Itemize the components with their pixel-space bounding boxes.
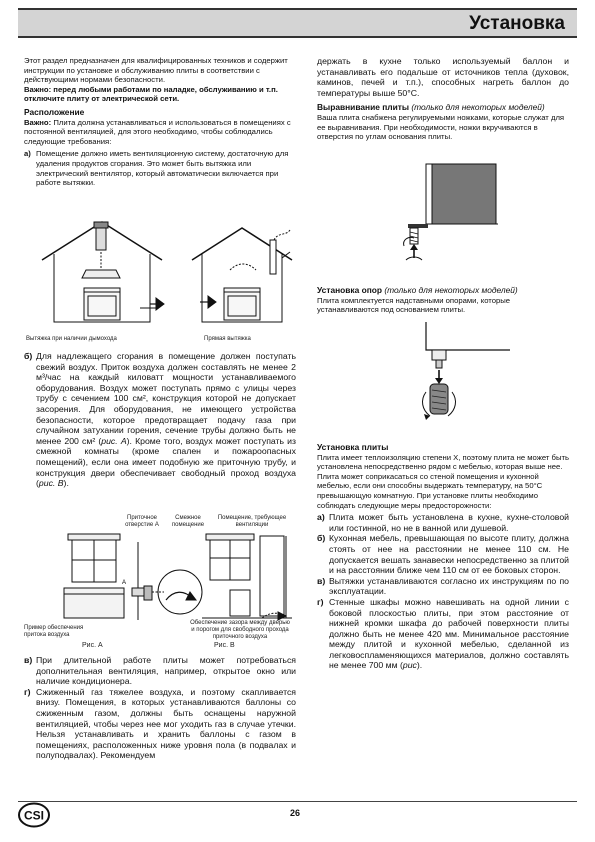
page-title: Установка xyxy=(469,13,565,34)
item-d-text-1: Стенные шкафы можно навешивать на одной линии с боковой плоскостью плиты, при этом расстояние от нижней кромки шкафа до рабочей поверхности плиты должно быть не менее 420 мм. Минимальное расстояние между плитой и кухонной мебелью, сделанной из легковоспламеняющихся материалов, должно составлять не менее 700 мм ( xyxy=(329,596,569,671)
installation-text: Плита имеет теплоизоляцию степени X, поэтому плита не может быть установлена непосредственно рядом с мебелью, которая выше нее. Плита может соприкасаться со стеной помещения и кухонной мебелью, если они способны выдержать температуру, на 50°С превышающую комнатную. При установке плиты необходимо соблюдать следующие меры предосторожности: xyxy=(317,452,570,510)
item-text: Сжиженный газ тяжелее воздуха, и поэтому скапливается внизу. Помещения, в которых устанавливаются баллоны со сжиженным газом, должны быть оснащены наружной вентиляцией, чтобы через нее мог уходить газ в случае утечки. Нельзя устанавливать и хранить баллоны с газом в помещениях, расположенных ниже уровня пола (в подвалах и полуподвалах). Рекомендуем xyxy=(36,686,296,761)
placement-important xyxy=(24,118,296,147)
item-b-text-1: Для надлежащего сгорания в помещение должен поступать свежий воздух. Приток воздуха должен составлять не менее 2 м³/час на каждый киловатт мощности устанавливаемого оборудования. Воздух может поступать прямо с улицы через трубу с сечением 100 см², конструкция которой не допускает засорения. Для оборудования, не имеющего устройства безопасности, которое предотвращает подачу газа при случайном затухании горения, сечение трубы должно быть не менее 200 см² ( xyxy=(36,351,296,446)
fig2-caption-left: Пример обеспечения притока воздуха xyxy=(24,625,84,638)
placement-item-d-continued: держать в кухне только используемый баллон и устанавливать его подальше от источников тепла (духовок, каминов, печей и т.п.), способных нагреть баллон до температуры выше 50°С. xyxy=(317,56,569,98)
footer-line xyxy=(18,801,577,802)
installation-section xyxy=(317,443,569,671)
supports-section xyxy=(317,286,569,315)
placement-item-a xyxy=(24,149,296,187)
fig-a-ref: рис. А xyxy=(101,435,127,446)
installation-item-c xyxy=(317,576,569,597)
important-text: Плита должна устанавливаться и использоваться в помещениях с постоянной вентиляцией, для этого необходимо, чтобы соблюдались следующие требования: xyxy=(24,117,291,146)
placement-item-d xyxy=(24,687,296,761)
support-leg-figure xyxy=(412,320,512,430)
installation-heading: Установка плиты xyxy=(317,442,389,452)
item-marker: а) xyxy=(317,512,325,523)
fig2-label-adjacent: Смежное помещение xyxy=(171,515,205,528)
placement-heading: Расположение xyxy=(24,106,85,117)
item-marker: г) xyxy=(317,596,324,607)
logo-text: CSI xyxy=(23,808,45,823)
leveling-feet-figure xyxy=(398,162,498,274)
installation-item-d xyxy=(317,597,569,671)
intro-warning: Важно: перед любыми работами по наладке, обслуживанию и т.п. отключите плиту от электрической сети. xyxy=(24,84,278,104)
item-b-text-3: ). xyxy=(63,478,69,489)
fig2-label-a: Рис. А xyxy=(82,642,103,649)
item-marker: г) xyxy=(24,686,31,697)
placement-item-c xyxy=(24,655,296,687)
item-text: При длительной работе плиты может потребоваться дополнительная вентиляция, например, открытое окно или наличие кондиционера. xyxy=(36,655,296,687)
placement-item-b xyxy=(24,351,296,489)
item-d-text-2: ). xyxy=(416,660,423,671)
fig-ref: рис xyxy=(402,660,417,671)
item-text: Вытяжки устанавливаются согласно их инструкциям по по эксплуатации. xyxy=(329,575,569,597)
item-b-text-2: ). Кроме того, воздух может поступать из смежной комнаты (кроме спален и пожароопасных помещений), если она имеет подобную же приточную трубу, и конструкция двери обеспечивает свободный проход воздуха ( xyxy=(36,435,297,489)
leveling-note: (только для некоторых моделей) xyxy=(409,102,545,113)
item-marker: а) xyxy=(24,149,31,159)
page-number: 26 xyxy=(290,808,301,818)
fig1-caption-right: Прямая вытяжка xyxy=(204,336,251,342)
air-inlet-figure xyxy=(24,532,296,624)
leveling-title: Выравнивание плиты xyxy=(317,102,409,113)
leveling-text: Ваша плита снабжена регулируемыми ножками, которые служат для ее выравнивания. При необходимости, ножки вкручиваются в отверстия по углам основания плиты. xyxy=(317,112,565,142)
title-bar xyxy=(18,8,577,38)
supports-heading xyxy=(317,286,569,296)
important-label: Важно: xyxy=(24,117,52,127)
item-marker: в) xyxy=(24,655,33,665)
placement-items-cd xyxy=(24,655,296,761)
placement-item-b-block xyxy=(24,351,296,489)
intro-text: Этот раздел предназначен для квалифицированных техников и содержит инструкции по установке и обслуживанию плиты в соответствии с действующими нормами безопасности. xyxy=(24,56,288,85)
fig2-label-b: Рис. В xyxy=(214,642,235,649)
item-text: Помещение должно иметь вентиляционную систему, достаточную для удаления продуктов сгорания. Это может быть вытяжка или электрический вентилятор, который автоматически включается при работе вытяжки. xyxy=(36,149,289,188)
item-marker: б) xyxy=(24,351,33,361)
supports-title: Установка опор xyxy=(317,285,383,295)
csi-logo xyxy=(18,802,50,828)
item-text: Кухонная мебель, превышающая по высоте плиту, должна стоять от нее на расстоянии не менее 110 см. Не допускается вешать занавески непосредственно за плитой и на расстоянии ближе чем 110 см от ее боковых сторон. xyxy=(329,533,569,576)
ventilation-houses-figure xyxy=(24,218,296,330)
fig2-caption-right: Обеспечение зазора между дверью и порогом для свободного прохода приточного воздуха xyxy=(190,620,290,640)
fig2-label-inlet: Приточное отверстие А xyxy=(125,515,159,528)
fig2-label-vent-room: Помещение, требующее вентиляции xyxy=(217,515,287,528)
item-marker: б) xyxy=(317,533,326,544)
item-marker: в) xyxy=(317,575,326,586)
installation-item-a xyxy=(317,512,569,533)
right-column-top xyxy=(317,56,569,142)
leveling-heading xyxy=(317,103,569,113)
left-column xyxy=(24,56,296,188)
fig2-letter-a: A xyxy=(122,580,127,586)
fig1-caption-left: Вытяжка при наличии дымохода xyxy=(26,336,117,342)
fig-b-ref: рис. В xyxy=(38,478,64,489)
supports-text: Плита комплектуется надставными опорами, которые устанавливаются под основанием плиты. xyxy=(317,295,511,315)
installation-item-b xyxy=(317,533,569,575)
supports-note: (только для некоторых моделей) xyxy=(382,285,518,295)
item-text: Плита может быть установлена в кухне, кухне-столовой или гостинной, но не в ванной или душевой. xyxy=(329,512,569,533)
